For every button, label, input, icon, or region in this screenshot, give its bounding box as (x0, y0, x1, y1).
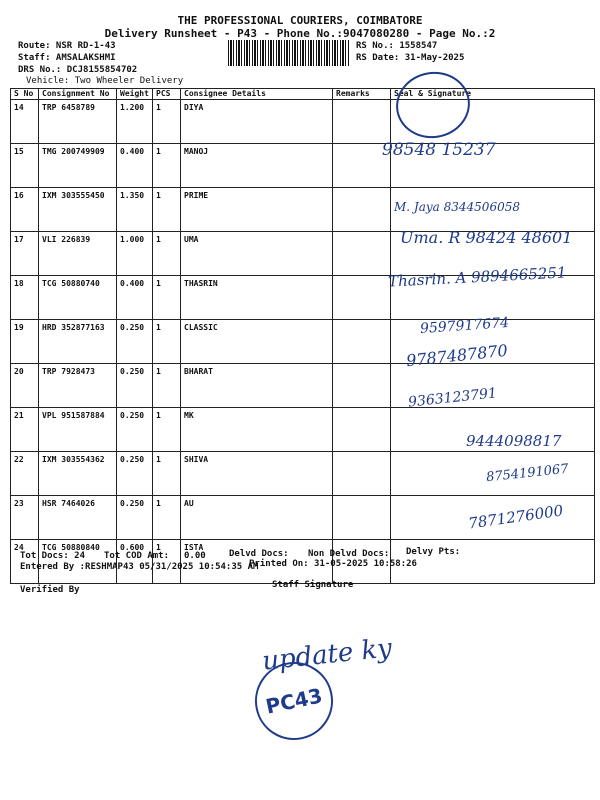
signature-21: 9363123791 (407, 385, 498, 411)
row-consignee: DIYA (181, 100, 333, 144)
row-sno: 21 (11, 408, 39, 452)
col-remarks: Remarks (333, 89, 391, 100)
row-consignee: SHIVA (181, 452, 333, 496)
row-remarks (333, 232, 391, 276)
row-consignee: MANOJ (181, 144, 333, 188)
row-remarks (333, 408, 391, 452)
row-consignment: VPL 951587884 (39, 408, 117, 452)
signature-18: Thasrin. A 9894665251 (387, 263, 567, 291)
pc43-stamp-text: PC43 (263, 683, 325, 719)
col-consignee: Consignee Details (181, 89, 333, 100)
row-consignment: IXM 303555450 (39, 188, 117, 232)
row-consignment: TRP 6458789 (39, 100, 117, 144)
table-row (11, 100, 595, 144)
row-sno: 20 (11, 364, 39, 408)
row-pcs: 1 (153, 364, 181, 408)
update-note: update ky (260, 633, 394, 677)
delivery-points-label: Delvy Pts: (406, 547, 461, 557)
row-weight: 0.250 (117, 452, 153, 496)
col-seal-signature: Seal & Signature (391, 89, 595, 100)
company-title: THE PROFESSIONAL COURIERS, COIMBATORE (177, 14, 423, 27)
rs-date: RS Date: 31-May-2025 (356, 53, 465, 63)
row-consignee: CLASSIC (181, 320, 333, 364)
row-sno: 18 (11, 276, 39, 320)
row-consignment: HRD 352877163 (39, 320, 117, 364)
row-pcs: 1 (153, 232, 181, 276)
drs-label: DRS No.: DCJ8155854702 (18, 65, 138, 75)
row-consignment: TRP 7928473 (39, 364, 117, 408)
row-remarks (333, 452, 391, 496)
row-consignment: TCG 50880740 (39, 276, 117, 320)
barcode (228, 40, 350, 66)
row-weight: 1.350 (117, 188, 153, 232)
vehicle-label: Vehicle: Two Wheeler Delivery (26, 76, 184, 86)
row-pcs: 1 (153, 540, 181, 584)
row-sno: 16 (11, 188, 39, 232)
signature-15: 98548 15237 (382, 140, 496, 160)
table-header (11, 89, 595, 100)
row-remarks (333, 364, 391, 408)
staff-signature-label: Staff Signature (272, 580, 354, 590)
row-consignment: VLI 226839 (39, 232, 117, 276)
total-cod-value: 0.00 (184, 551, 206, 561)
row-sno: 22 (11, 452, 39, 496)
row-weight: 0.250 (117, 408, 153, 452)
runsheet-subtitle: Delivery Runsheet - P43 - Phone No.:9047080280 - Page No.:2 (104, 27, 496, 40)
row-sno: 24 (11, 540, 39, 584)
row-consignment: TMG 200749909 (39, 144, 117, 188)
row-consignment: HSR 7464026 (39, 496, 117, 540)
table-row (11, 364, 595, 408)
row-remarks (333, 496, 391, 540)
row-consignment: IXM 303554362 (39, 452, 117, 496)
row-weight: 0.250 (117, 320, 153, 364)
signature-16: M. Jaya 8344506058 (394, 200, 520, 214)
signature-19: 9597917674 (419, 314, 510, 338)
signature-20: 9787487870 (405, 340, 509, 371)
row-pcs: 1 (153, 452, 181, 496)
total-docs: Tot Docs: 24 (20, 551, 86, 561)
row-consignment: TCG 50880840 (39, 540, 117, 584)
row-remarks (333, 188, 391, 232)
row-remarks (333, 276, 391, 320)
row-pcs: 1 (153, 320, 181, 364)
total-cod-label: Tot COD Amt: (104, 551, 170, 561)
col-weight: Weight (117, 89, 153, 100)
rs-number: RS No.: 1558547 (356, 41, 438, 51)
row-remarks (333, 100, 391, 144)
row-weight: 0.400 (117, 276, 153, 320)
route-label: Route: NSR RD-1-43 (18, 41, 116, 51)
row-pcs: 1 (153, 496, 181, 540)
row-weight: 1.200 (117, 100, 153, 144)
row-consignee: MK (181, 408, 333, 452)
row-pcs: 1 (153, 408, 181, 452)
row-weight: 0.400 (117, 144, 153, 188)
col-consignment: Consignment No (39, 89, 117, 100)
row-consignee: ISTA (181, 540, 333, 584)
non-delivered-docs-label: Non Delvd Docs: (308, 549, 390, 559)
signature-17: Uma. R 98424 48601 (400, 228, 573, 247)
row-pcs: 1 (153, 144, 181, 188)
row-consignee: BHARAT (181, 364, 333, 408)
verified-by-label: Verified By (20, 585, 80, 595)
col-sno: S No (11, 89, 39, 100)
row-weight: 0.250 (117, 364, 153, 408)
row-remarks (333, 320, 391, 364)
row-consignee: UMA (181, 232, 333, 276)
staff-label: Staff: AMSALAKSHMI (18, 53, 116, 63)
signature-23: 8754191067 (485, 461, 570, 486)
row-pcs: 1 (153, 276, 181, 320)
row-weight: 0.600 (117, 540, 153, 584)
printed-on: Printed On: 31-05-2025 10:58:26 (249, 559, 417, 569)
row-consignee: THASRIN (181, 276, 333, 320)
row-sno: 17 (11, 232, 39, 276)
row-sno: 14 (11, 100, 39, 144)
row-weight: 1.000 (117, 232, 153, 276)
row-consignee: PRIME (181, 188, 333, 232)
entered-by: Entered By :RESHMAP43 05/31/2025 10:54:35 AM (20, 562, 259, 572)
row-sno: 15 (11, 144, 39, 188)
row-pcs: 1 (153, 188, 181, 232)
signature-24: 7871276000 (467, 501, 565, 533)
row-consignee: AU (181, 496, 333, 540)
delivered-docs-label: Delvd Docs: (229, 549, 289, 559)
signature-22: 9444098817 (466, 432, 562, 450)
row-sno: 23 (11, 496, 39, 540)
col-pcs: PCS (153, 89, 181, 100)
row-pcs: 1 (153, 100, 181, 144)
row-sno: 19 (11, 320, 39, 364)
row-weight: 0.250 (117, 496, 153, 540)
